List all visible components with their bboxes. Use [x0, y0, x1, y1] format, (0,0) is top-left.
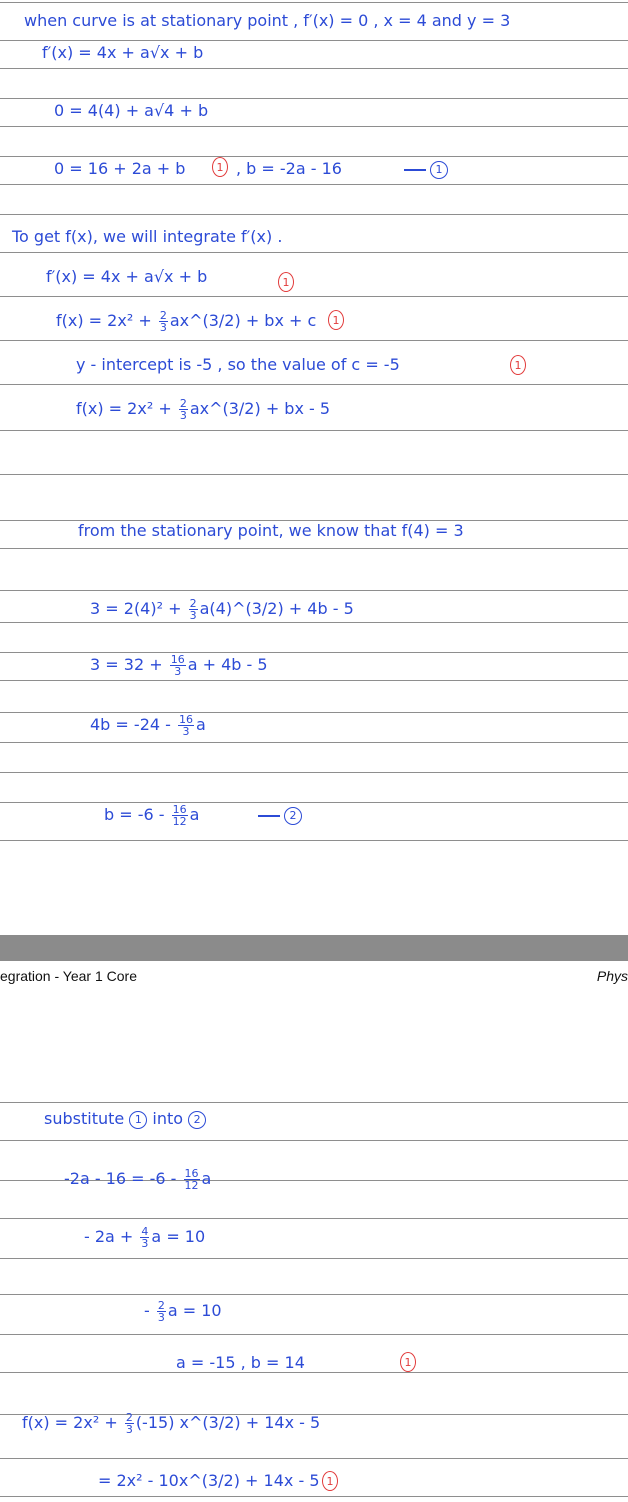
line-tail: a: [196, 715, 206, 734]
frac-den: 3: [141, 1237, 149, 1250]
line-tail: ax^(3/2) + bx + c: [169, 311, 317, 330]
footer-brand: Phys: [596, 968, 628, 984]
line-text: b = -6 -: [104, 805, 170, 824]
frac-den: 12: [184, 1179, 199, 1192]
line-text: To get f(x), we will integrate f′(x) .: [12, 227, 283, 246]
line-text: when curve is at stationary point , f′(x) = 0 , x = 4 and y = 3: [24, 11, 511, 30]
mark-circle: 1: [400, 1352, 416, 1372]
line-tail: a + 4b - 5: [187, 655, 268, 674]
line-f4-substitution: [0, 594, 628, 624]
frac-num: 16: [184, 1167, 199, 1180]
line-text: -2a - 16 = -6 -: [64, 1169, 182, 1188]
line-solve-a: [0, 1296, 628, 1326]
line-final-answer: [0, 1466, 628, 1496]
line-tail: a = 10: [151, 1227, 206, 1246]
frac-den: 3: [174, 665, 182, 678]
line-tail: a = 10: [167, 1301, 222, 1320]
line-text: f(x) = 2x² +: [22, 1413, 123, 1432]
line-tail: a(4)^(3/2) + 4b - 5: [199, 599, 354, 618]
line-tail: , b = -2a - 16: [236, 159, 342, 178]
mark-circle: 1: [328, 310, 344, 330]
frac-den: 3: [189, 609, 197, 622]
line-text: - 2a +: [84, 1227, 139, 1246]
line-substitute-refs: [0, 1104, 628, 1134]
line-collect: [0, 1222, 628, 1252]
line-values-ab: [0, 1348, 628, 1378]
line-equation-1: [0, 154, 628, 184]
line-fx-with-c: [0, 394, 628, 424]
ref-1: 1: [129, 1111, 147, 1129]
line-text: f(x) = 2x² +: [76, 399, 177, 418]
line-text: 3 = 32 +: [90, 655, 168, 674]
line-text: -: [144, 1301, 155, 1320]
ref-2: 2: [188, 1111, 206, 1129]
line-tail: (-15) x^(3/2) + 14x - 5: [135, 1413, 321, 1432]
line-text: from the stationary point, we know that f(4) = 3: [78, 521, 464, 540]
line-equation-2: [0, 800, 628, 830]
line-stationary-condition: [0, 6, 628, 36]
frac-den: 3: [125, 1423, 133, 1436]
frac-num: 16: [172, 803, 187, 816]
mark-circle: 1: [212, 157, 228, 177]
frac-num: 16: [170, 653, 185, 666]
frac-num: 2: [157, 1299, 165, 1312]
line-f4-statement: [0, 516, 628, 546]
equation-ref-1: 1: [430, 161, 448, 179]
line-intercept: [0, 350, 628, 380]
line-text: f′(x) = 4x + a√x + b: [42, 43, 204, 62]
frac-den: 12: [172, 815, 187, 828]
line-substitute-x4: [0, 96, 628, 126]
footer-title: egration - Year 1 Core: [0, 968, 137, 984]
line-text: f′(x) = 4x + a√x + b: [46, 267, 208, 286]
frac-den: 3: [157, 1311, 165, 1324]
frac-den: 3: [182, 725, 190, 738]
line-tail: ax^(3/2) + bx - 5: [189, 399, 331, 418]
equation-ref-2: 2: [284, 807, 302, 825]
line-text: 3 = 2(4)² +: [90, 599, 187, 618]
line-text: 0 = 4(4) + a√4 + b: [54, 101, 209, 120]
frac-num: 2: [189, 597, 197, 610]
frac-num: 16: [179, 713, 193, 726]
mark-circle: 1: [510, 355, 526, 375]
line-combined: [0, 1164, 628, 1194]
line-mid: into: [147, 1109, 189, 1128]
line-tail: a: [189, 805, 200, 824]
line-integrate-intro: [0, 222, 628, 252]
mark-circle: 1: [322, 1471, 338, 1491]
line-tail: a: [201, 1169, 212, 1188]
mark-circle: 1: [278, 272, 294, 292]
line-simplify-1: [0, 650, 628, 680]
line-text: = 2x² - 10x^(3/2) + 14x - 5: [98, 1471, 320, 1490]
line-text: 0 = 16 + 2a + b: [54, 159, 186, 178]
frac-den: 3: [179, 409, 187, 422]
line-derivative: [0, 38, 628, 68]
frac-den: 3: [159, 321, 167, 334]
line-fx-substituted: [0, 1408, 628, 1438]
line-integral: [0, 306, 628, 336]
frac-num: 2: [125, 1411, 133, 1424]
line-text: y - intercept is -5 , so the value of c = -5: [76, 355, 400, 374]
line-simplify-2: [0, 710, 628, 740]
frac-num: 4: [141, 1225, 149, 1238]
frac-num: 2: [179, 397, 187, 410]
line-derivative-repeat: [0, 262, 628, 292]
page-break-bar: [0, 935, 628, 961]
line-text: 4b = -24 -: [90, 715, 176, 734]
line-text: substitute: [44, 1109, 130, 1128]
frac-num: 2: [159, 309, 167, 322]
line-text: f(x) = 2x² +: [56, 311, 157, 330]
line-text: a = -15 , b = 14: [176, 1353, 305, 1372]
